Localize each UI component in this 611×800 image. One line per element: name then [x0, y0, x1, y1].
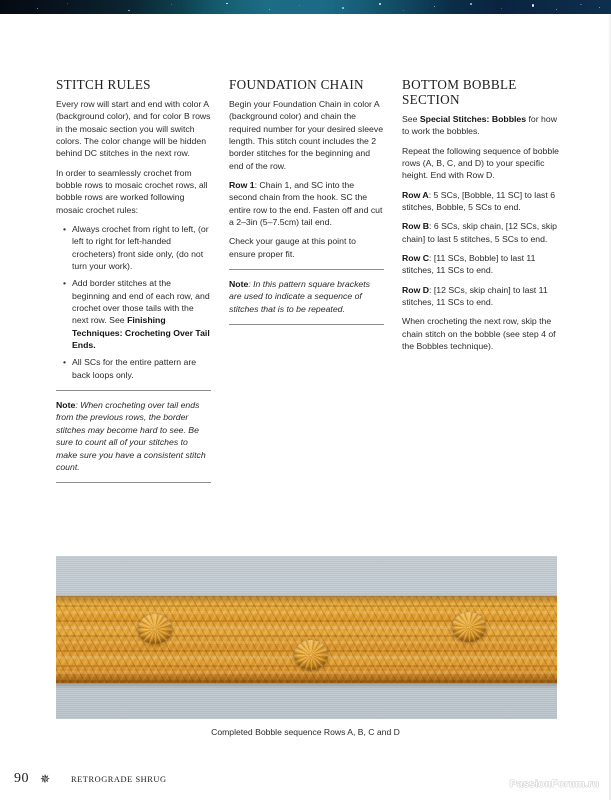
star-dot: [299, 5, 300, 6]
site-watermark: PassionForum.ru: [509, 778, 599, 790]
bullet-text: All SCs for the entire pattern are back loops only.: [72, 357, 197, 380]
row-label: Row B: [402, 221, 430, 232]
divider-above-note: [229, 269, 384, 270]
stitch-rules-paragraph-1: Every row will start and end with color A (background color), and for color B rows in the mosaic section you will switch colors. The color change will be hidden behind DC stitches in the next row.: [56, 98, 211, 159]
page-number: 90: [14, 771, 29, 786]
bobble-row-a: [402, 189, 560, 214]
bobble-closing: When crocheting the next row, skip the chain stitch on the bobble (see step 4 of the Bobbles technique).: [402, 316, 556, 351]
star-dot: [67, 3, 68, 4]
star-dot: [37, 8, 38, 9]
bobble-repeat-instruction: Repeat the following sequence of bobble rows (A, B, C, and D) to your specific height. End with Row D.: [402, 145, 559, 181]
intro-suffix: for how to work the bobbles.: [402, 113, 557, 137]
row-text: : [11 SCs, Bobble] to last 11 stitches, 11 SCs to end.: [402, 252, 536, 276]
figure-caption: Completed Bobble sequence Rows A, B, C and D: [211, 727, 400, 737]
column-foundation-chain: [229, 78, 384, 491]
bobble-intro: [402, 113, 560, 138]
heading-stitch-rules: STITCH RULES: [56, 77, 151, 92]
note-text: : In this pattern square brackets are used to indicate a sequence of stitches that is to be repeated.: [229, 279, 371, 314]
row-text: : Chain 1, and SC into the second chain from the hook. SC the entire row to the end. Fasten off and cut a 2–3in (5–7.5cm) tail end.: [229, 179, 383, 227]
stitch-rules-paragraph-2: In order to seamlessly crochet from bobble rows to mosaic crochet rows, all bobble rows are worked following mosaic crochet rules:: [56, 167, 208, 215]
note-label: Note: [229, 279, 249, 290]
row-label: Row C: [402, 252, 430, 263]
bullet-bold-reference: Finishing Techniques: Crocheting Over Tail Ends.: [72, 315, 210, 351]
star-dot: [556, 9, 557, 10]
row-label: Row A: [402, 189, 429, 200]
foundation-chain-row-1: [229, 179, 384, 228]
column-stitch-rules: [56, 78, 211, 491]
photo-backdrop: [56, 556, 557, 719]
divider-above-note: [56, 390, 211, 391]
bobble-stitch: [452, 612, 486, 642]
figure-swatch-photo: [56, 556, 557, 719]
row-text: : [12 SCs, skip chain] to last 11 stitches, 11 SCs to end.: [402, 284, 548, 307]
foundation-chain-note: [229, 278, 384, 315]
star-dot: [379, 3, 381, 5]
list-item: [65, 223, 211, 272]
crochet-band: [56, 596, 557, 683]
bobble-row-c: [402, 252, 560, 277]
intro-bold-reference: Special Stitches: Bobbles: [419, 113, 527, 124]
list-item: [65, 277, 211, 351]
bobble-row-d: [402, 284, 560, 309]
row-label: Row 1: [229, 179, 255, 190]
intro-prefix: See: [402, 113, 420, 124]
star-dot: [403, 10, 404, 11]
bullet-text: Add border stitches at the beginning and end of each row, and crochet over those tails with the next row. See: [72, 278, 210, 326]
list-item: [65, 356, 211, 381]
running-head: RETROGRADE SHRUG: [71, 774, 167, 784]
bobble-stitch: [138, 614, 172, 644]
star-dot: [269, 9, 270, 10]
star-dot: [599, 7, 600, 8]
star-dot: [532, 4, 534, 6]
asterisk-ornament-icon: ✵: [39, 772, 51, 786]
row-text: : 6 SCs, skip chain, [12 SCs, skip chain] to last 5 stitches, 5 SCs to end.: [402, 221, 557, 244]
divider-below-note: [56, 482, 211, 483]
star-dot: [434, 6, 435, 7]
stitch-rules-note: [56, 399, 211, 473]
top-starfield-banner: [0, 0, 611, 14]
page-footer: [14, 771, 167, 787]
note-text: : When crocheting over tail ends from the previous rows, the border stitches may become hard to see. Be sure to count all of your stitches to make sure you have a consistent stitch count.: [56, 400, 206, 472]
star-dot: [501, 8, 502, 9]
column-bottom-bobble-section: [402, 78, 560, 491]
foundation-chain-gauge: Check your gauge at this point to ensure proper fit.: [229, 236, 357, 259]
star-dot: [580, 4, 581, 5]
star-dot: [470, 3, 472, 5]
row-text: : 5 SCs, [Bobble, 11 SC] to last 6 stitches, Bobble, 5 SCs to end.: [402, 189, 556, 212]
article-columns: [56, 78, 561, 491]
divider-below-note: [229, 324, 384, 325]
heading-bottom-bobble-section: BOTTOM BOBBLE SECTION: [402, 77, 517, 107]
foundation-chain-paragraph-1: Begin your Foundation Chain in color A (background color) and chain the required number for your desired sleeve length. This stitch count includes the 2 border stitches for the beginning and end of the row.: [229, 98, 384, 171]
star-dot: [342, 7, 344, 9]
stitch-rules-list: [56, 223, 211, 381]
bobble-stitch: [294, 640, 328, 670]
row-label: Row D: [402, 284, 430, 295]
star-dot: [128, 10, 129, 11]
note-label: Note: [56, 400, 76, 411]
bobble-row-b: [402, 220, 560, 245]
star-dot: [171, 4, 172, 5]
star-dot: [226, 3, 228, 5]
bullet-text: Always crochet from right to left, (or left to right for left-handed crocheters) front side only, (do not turn your work).: [72, 224, 209, 272]
heading-foundation-chain: FOUNDATION CHAIN: [229, 77, 364, 92]
